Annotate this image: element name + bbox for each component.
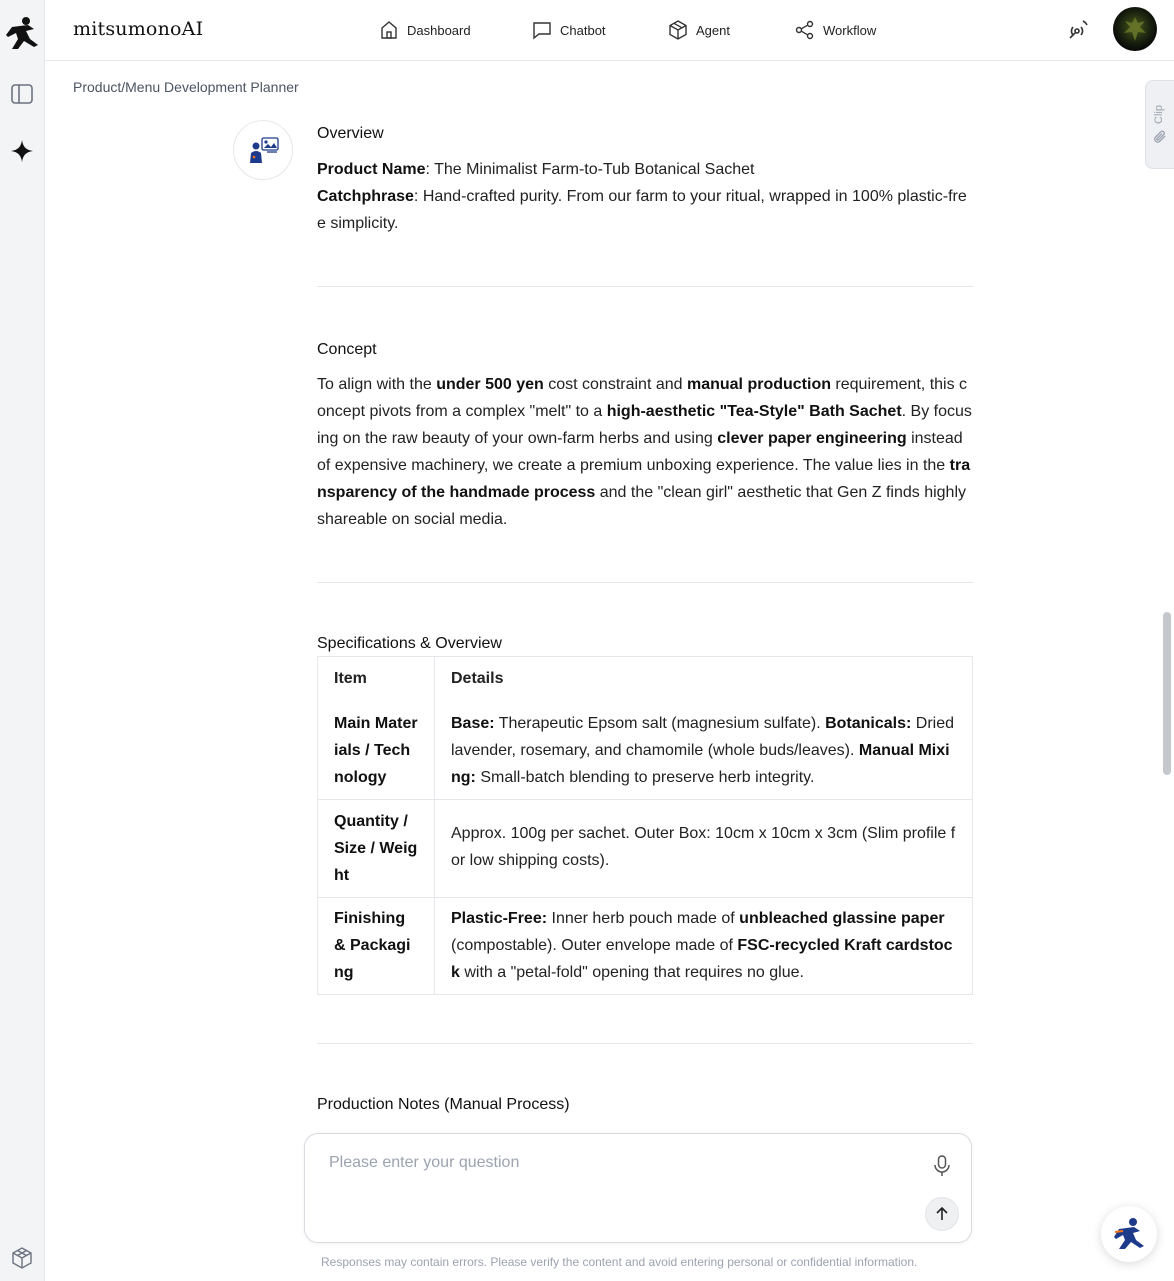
clip-label: Clip: [1153, 105, 1165, 124]
nav-dashboard-label: Dashboard: [407, 22, 471, 38]
concept-text: requirement, this concept pivots from a complex "melt" to a: [317, 376, 968, 420]
top-header: [45, 0, 1174, 61]
planner-bot-icon: [246, 135, 280, 165]
specs-title: Specifications & Overview: [317, 635, 502, 652]
paperclip-icon: [1152, 129, 1168, 145]
table-row: [318, 700, 973, 800]
nav-workflow[interactable]: [795, 17, 876, 43]
concept-text: and the "clean girl" aesthetic that Gen Z finds highly shareable on social media.: [317, 484, 966, 528]
detail-text: Dried lavender, rosemary, and chamomile (whole buds/leaves).: [451, 714, 955, 759]
table-row: [318, 799, 973, 897]
question-input[interactable]: [329, 1154, 909, 1184]
concept-bold: transparency of the handmade process: [317, 457, 971, 501]
specs-table: [317, 656, 973, 995]
overview-body: [317, 156, 973, 237]
concept-bold: clever paper engineering: [717, 430, 907, 447]
nav-chatbot[interactable]: [532, 17, 606, 43]
row-details: Approx. 100g per sachet. Outer Box: 10cm x 10cm x 3cm (Slim profile for low shipping costs).: [435, 799, 973, 897]
detail-text: Therapeutic Epsom salt (magnesium sulfate).: [494, 714, 826, 732]
detail-bold: Manual Mixing:: [451, 741, 950, 786]
sidebar-toggle-icon[interactable]: [8, 80, 36, 108]
nav-dashboard[interactable]: [379, 17, 471, 43]
bot-avatar: [233, 120, 293, 180]
arrow-up-icon: [934, 1206, 950, 1222]
row-item: Finishing & Packaging: [318, 897, 435, 994]
product-name-line: [317, 156, 973, 183]
column-header-item: Item: [318, 657, 435, 700]
detail-text: with a "petal-fold" opening that requires no glue.: [459, 963, 804, 981]
disclaimer-text: Responses may contain errors. Please verify the content and avoid entering personal or confidential information.: [321, 1255, 918, 1269]
detail-bold: Plastic-Free:: [451, 909, 548, 927]
user-avatar[interactable]: [1113, 7, 1157, 51]
send-button[interactable]: [925, 1197, 959, 1231]
divider: [317, 1043, 973, 1044]
row-item: Main Materials / Technology: [318, 700, 435, 800]
sparkle-icon[interactable]: [8, 137, 36, 165]
left-rail: [0, 0, 45, 1281]
settings-cube-icon[interactable]: [8, 1244, 36, 1272]
microphone-icon[interactable]: [931, 1154, 953, 1178]
divider: [317, 582, 973, 583]
divider: [317, 286, 973, 287]
chat-response: [317, 120, 973, 1117]
row-details: [435, 700, 973, 800]
concept-title: Concept: [317, 341, 377, 358]
concept-text: . By focusing on the raw beauty of your own-farm herbs and using: [317, 403, 972, 447]
nav-chatbot-label: Chatbot: [560, 22, 606, 38]
column-header-details: Details: [435, 657, 973, 700]
home-icon: [379, 20, 399, 40]
breadcrumb: Product/Menu Development Planner: [73, 79, 299, 95]
table-header-row: [318, 657, 973, 700]
broadcast-icon[interactable]: [1064, 16, 1092, 44]
row-item: Quantity / Size / Weight: [318, 799, 435, 897]
concept-bold: manual production: [686, 376, 831, 393]
catchphrase-line: [317, 183, 973, 237]
detail-text: (compostable). Outer envelope made of: [451, 936, 738, 954]
detail-bold: FSC-recycled Kraft cardstock: [451, 936, 953, 981]
brand-name: mitsumonoAI: [73, 18, 204, 40]
overview-title: Overview: [317, 125, 384, 142]
clip-tab[interactable]: [1145, 80, 1174, 169]
share-icon: [795, 20, 815, 40]
concept-body: [317, 371, 973, 533]
assistant-fab[interactable]: [1101, 1206, 1157, 1262]
chat-icon: [532, 20, 552, 40]
row-details: [435, 897, 973, 994]
production-title: Production Notes (Manual Process): [317, 1095, 570, 1113]
nav-agent[interactable]: [668, 17, 730, 43]
concept-text: To align with the: [317, 376, 437, 393]
question-input-box: [304, 1133, 972, 1243]
table-row: [318, 897, 973, 994]
runner-mascot-icon: [1111, 1216, 1147, 1252]
concept-text: instead of expensive machinery, we create a premium unboxing experience. The value lies in the: [317, 430, 963, 474]
nav-agent-label: Agent: [696, 22, 730, 38]
cube-icon: [668, 20, 688, 40]
concept-text: cost constraint and: [543, 376, 687, 393]
app-logo-icon[interactable]: [4, 15, 40, 53]
product-name-label: Product Name: [317, 161, 426, 178]
concept-bold: high-aesthetic "Tea-Style" Bath Sachet: [606, 403, 902, 420]
scrollbar-thumb[interactable]: [1163, 612, 1171, 775]
product-name-value: : The Minimalist Farm-to-Tub Botanical Sachet: [425, 161, 755, 178]
detail-bold: Base:: [451, 714, 495, 732]
catchphrase-label: Catchphrase: [317, 188, 414, 205]
detail-text: Inner herb pouch made of: [547, 909, 740, 927]
concept-bold: under 500 yen: [436, 376, 544, 393]
catchphrase-value: : Hand-crafted purity. From our farm to your ritual, wrapped in 100% plastic-free simplicity.: [317, 188, 967, 232]
detail-text: Small-batch blending to preserve herb integrity.: [475, 768, 815, 786]
detail-bold: Botanicals:: [825, 714, 912, 732]
detail-bold: unbleached glassine paper: [739, 909, 945, 927]
nav-workflow-label: Workflow: [823, 22, 877, 38]
